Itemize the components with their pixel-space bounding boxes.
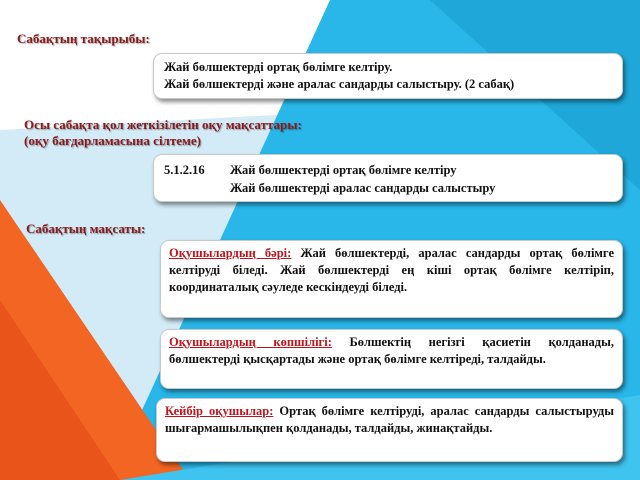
lesson-goals-heading: Сабақтың мақсаты:: [26, 221, 146, 236]
goal-all-text: Жай бөлшектерді, аралас сандарды ортақ бөлімге келтіруді біледі. Жай бөлшектерді ең кіші ортақ бөлімге келтіріп, координаталық сәуледе кескіндеуді біледі.: [169, 246, 614, 294]
objective-item-2: Жай бөлшектерді аралас сандарды салыстыру: [230, 181, 496, 195]
lesson-topic-box: [153, 53, 623, 99]
lesson-topic-heading: Сабақтың тақырыбы:: [17, 31, 150, 46]
goal-box-most-students: [160, 329, 623, 389]
topic-line-1: Жай бөлшектерді ортақ бөлімге келтіру.: [164, 60, 393, 74]
learning-objectives-box: [153, 154, 623, 202]
curriculum-code: 5.1.2.16: [164, 163, 205, 177]
goal-box-all-students: [160, 240, 623, 318]
goal-all-lead: Оқушылардың бәрі:: [169, 246, 292, 260]
objectives-heading-line-2: (оқу бағдарламасына сілтеме): [24, 133, 201, 148]
objectives-heading-line-1: Осы сабақта қол жеткізілетін оқу мақсаттары:: [24, 117, 302, 132]
goal-some-text: Ортақ бөлімге келтіруді, аралас сандарды салыстыруды шығармашылықпен қолданады, талдайды, жинақтайды.: [165, 404, 614, 435]
learning-objectives-heading: [24, 117, 302, 149]
topic-line-2: Жай бөлшектерді және аралас сандарды салыстыру. (2 сабақ): [164, 77, 515, 91]
goal-some-lead: Кейбір оқушылар:: [165, 404, 274, 418]
goal-most-text: Бөлшектің негізгі қасиетін қолданады, бөлшектерді қысқартады және ортақ бөлімге келтіреді, талдайды.: [169, 335, 614, 366]
objective-item-1: Жай бөлшектерді ортақ бөлімге келтіру: [230, 163, 457, 177]
goal-box-some-students: [156, 398, 623, 462]
objective-row-1: [164, 161, 612, 179]
objective-row-2: [164, 179, 612, 197]
goal-most-lead: Оқушылардың көпшілігі:: [169, 335, 332, 349]
